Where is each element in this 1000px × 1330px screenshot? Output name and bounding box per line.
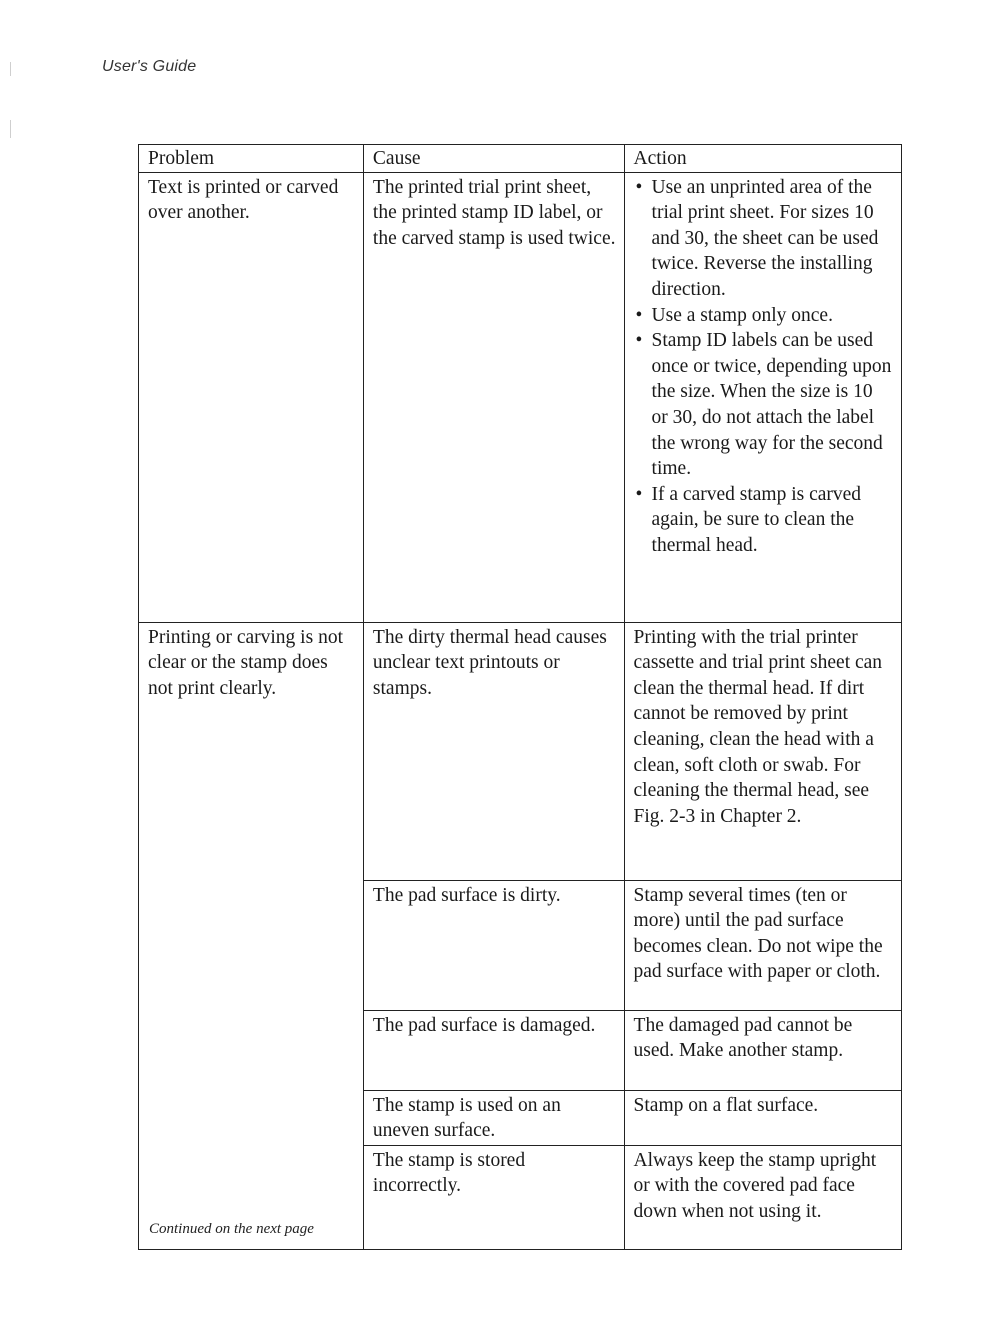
action-text: Always keep the stamp upright or with the covered pad face down when not using it.	[633, 1149, 877, 1222]
column-header-action: Action	[624, 145, 901, 173]
scan-gutter-mark	[10, 62, 11, 76]
cause-text: The printed trial print sheet, the printed stamp ID label, or the carved stamp is used twice.	[372, 176, 616, 249]
action-cell	[624, 172, 901, 622]
cause-text: The pad surface is damaged.	[372, 1014, 596, 1036]
continued-note: Continued on the next page	[149, 1221, 314, 1238]
cause-text: The dirty thermal head causes unclear text printouts or stamps.	[372, 626, 607, 699]
cause-cell	[363, 1145, 624, 1249]
column-header-cause: Cause	[363, 145, 624, 173]
problem-cell	[139, 622, 364, 1249]
action-list-item: • Stamp ID labels can be used once or twice, depending upon the size. When the size is 10 or 30, do not attach the label the wrong way for the second time.	[634, 328, 893, 482]
table-header-row	[139, 145, 902, 173]
scan-gutter-mark	[10, 120, 11, 138]
action-cell	[624, 1145, 901, 1249]
cause-cell	[363, 1090, 624, 1145]
cause-cell	[363, 880, 624, 1010]
cause-text: The stamp is used on an uneven surface.	[372, 1094, 561, 1142]
action-list-item: • Use an unprinted area of the trial print sheet. For sizes 10 and 30, the sheet can be used twice. Reverse the installing direction.	[634, 175, 893, 303]
action-cell	[624, 622, 901, 880]
cause-cell	[363, 1010, 624, 1090]
action-cell	[624, 1010, 901, 1090]
table-row	[139, 622, 902, 880]
action-text: Stamp on a flat surface.	[633, 1094, 819, 1116]
cause-text: The pad surface is dirty.	[372, 884, 561, 906]
cause-cell	[363, 622, 624, 880]
action-text: Stamp several times (ten or more) until the pad surface becomes clean. Do not wipe the pad surface with paper or cloth.	[633, 884, 883, 983]
problem-cell	[139, 172, 364, 622]
table-row	[139, 172, 902, 622]
cause-cell	[363, 172, 624, 622]
problem-text: Text is printed or carved over another.	[148, 176, 339, 224]
action-cell	[624, 880, 901, 1010]
action-text: The damaged pad cannot be used. Make another stamp.	[633, 1014, 853, 1062]
column-header-problem: Problem	[139, 145, 364, 173]
action-list-item: • Use a stamp only once.	[634, 303, 893, 329]
action-text: Printing with the trial printer cassette and trial print sheet can clean the thermal head. If dirt cannot be removed by print cleaning, clean the head with a clean, soft cloth or swab. For cleaning the thermal head, see Fig. 2-3 in Chapter 2.	[633, 626, 883, 827]
action-list	[634, 175, 893, 559]
action-cell	[624, 1090, 901, 1145]
cause-text: The stamp is stored incorrectly.	[372, 1149, 526, 1197]
troubleshooting-table	[138, 144, 902, 1250]
problem-text: Printing or carving is not clear or the stamp does not print clearly.	[148, 626, 343, 699]
action-list-item: • If a carved stamp is carved again, be sure to clean the thermal head.	[634, 482, 893, 559]
running-header: User's Guide	[102, 58, 197, 75]
